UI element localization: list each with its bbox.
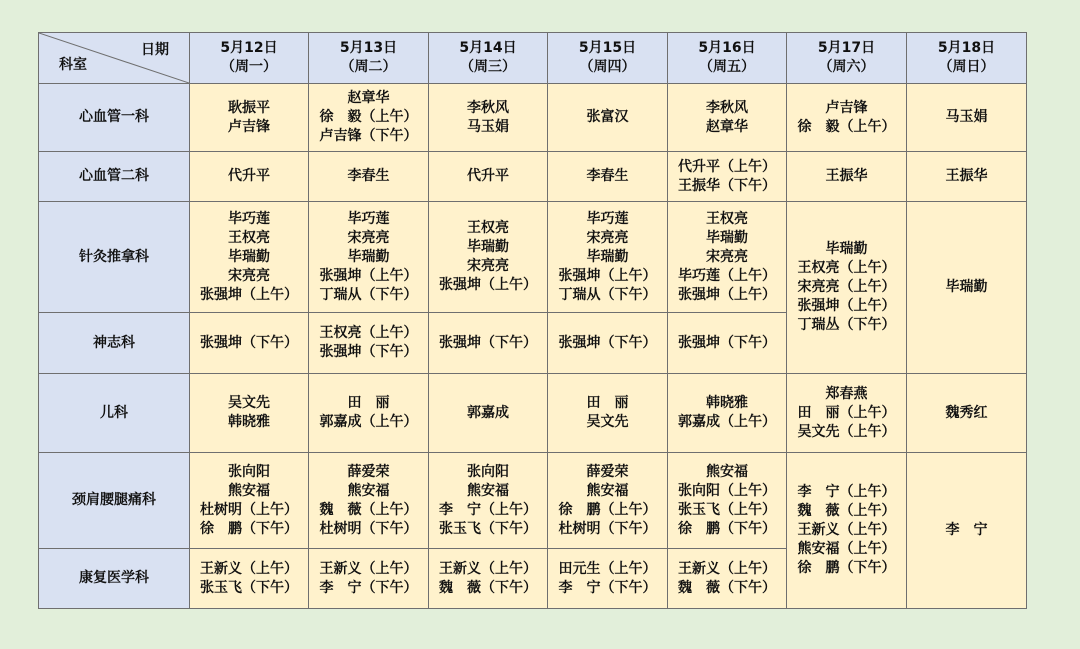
schedule-cell	[429, 84, 548, 152]
staff-entry: 李秋风	[467, 99, 509, 116]
day-weekday: （周三）	[460, 59, 516, 75]
staff-list	[678, 334, 776, 353]
schedule-cell	[190, 453, 309, 549]
staff-entry: 张强坤（上午）	[797, 298, 896, 314]
staff-entry: 宋亮亮	[706, 248, 748, 265]
day-header	[429, 33, 548, 84]
staff-entry: 张强坤（下午）	[439, 334, 537, 351]
staff-list	[559, 334, 657, 353]
staff-list	[439, 463, 537, 539]
staff-entry: 毕巧莲	[347, 210, 390, 227]
staff-entry: 郑春燕	[825, 385, 868, 402]
schedule-cell	[787, 152, 907, 202]
schedule-cell	[548, 152, 668, 202]
staff-list	[826, 167, 868, 186]
schedule-cell	[548, 313, 668, 374]
staff-entry: 王新义（上午）	[319, 560, 418, 577]
schedule-cell	[429, 152, 548, 202]
schedule-cell	[190, 549, 309, 609]
staff-list	[320, 394, 418, 432]
corner-header-cell	[39, 33, 190, 84]
staff-list	[559, 210, 657, 305]
schedule-cell	[190, 313, 309, 374]
staff-entry: 丁瑞丛（下午）	[797, 317, 896, 333]
staff-entry: 代升平	[228, 168, 270, 184]
staff-list	[200, 560, 298, 598]
staff-entry: 田 丽	[586, 395, 629, 411]
dept-name: 心血管一科	[39, 84, 190, 152]
staff-entry: 王振华	[825, 168, 868, 184]
staff-entry: 韩晓雅	[706, 395, 748, 411]
staff-entry: 张强坤（上午）	[678, 286, 776, 303]
staff-entry: 毕瑞勤	[706, 229, 748, 246]
staff-entry: 田元生（上午）	[558, 560, 657, 577]
staff-entry: 吴文先	[586, 414, 629, 430]
staff-entry: 王新义（上午）	[439, 560, 537, 577]
schedule-cell	[668, 84, 787, 152]
staff-entry: 王新义（上午）	[200, 560, 298, 577]
dept-name: 康复医学科	[39, 549, 190, 609]
staff-entry: 毕瑞勤	[347, 248, 390, 265]
schedule-cell	[668, 374, 787, 453]
schedule-cell	[548, 453, 668, 549]
staff-list	[587, 167, 629, 186]
staff-entry: 魏 薇（下午）	[678, 579, 776, 596]
header-row	[39, 33, 1027, 84]
staff-list	[946, 521, 988, 540]
staff-entry: 徐 鹏（下午）	[797, 560, 896, 576]
schedule-cell	[190, 84, 309, 152]
staff-list	[706, 99, 748, 137]
schedule-cell	[309, 453, 429, 549]
staff-entry: 王权亮	[467, 220, 509, 236]
staff-entry: 张强坤（下午）	[558, 334, 657, 351]
staff-list	[798, 240, 896, 335]
staff-list	[439, 334, 537, 353]
staff-entry: 李春生	[586, 168, 629, 184]
staff-entry: 田 丽	[347, 395, 390, 411]
dept-name: 针灸推拿科	[39, 202, 190, 313]
staff-entry: 张强坤（上午）	[558, 267, 657, 284]
staff-entry: 王权亮	[228, 229, 270, 246]
staff-list	[228, 99, 270, 137]
staff-entry: 丁瑞从（下午）	[558, 286, 657, 303]
staff-list	[946, 167, 988, 186]
staff-entry: 薛爱荣	[347, 463, 390, 480]
staff-entry: 张玉飞（下午）	[439, 520, 537, 537]
staff-entry: 杜树明（上午）	[200, 501, 298, 518]
staff-entry: 毕瑞勤	[228, 248, 270, 265]
schedule-cell	[190, 152, 309, 202]
staff-entry: 韩晓雅	[228, 414, 270, 430]
schedule-cell	[309, 313, 429, 374]
schedule-cell	[668, 152, 787, 202]
staff-entry: 耿振平	[228, 99, 270, 116]
staff-entry: 王权亮	[706, 210, 748, 227]
schedule-cell	[429, 549, 548, 609]
day-header	[907, 33, 1027, 84]
schedule-cell-merged	[907, 453, 1027, 609]
staff-entry: 郭嘉成（上午）	[319, 414, 418, 430]
staff-entry: 张富汉	[586, 109, 629, 125]
staff-entry: 毕瑞勤	[825, 241, 868, 257]
schedule-cell	[429, 202, 548, 313]
staff-entry: 张强坤（上午）	[319, 267, 418, 284]
schedule-cell	[907, 152, 1027, 202]
staff-list	[439, 560, 537, 598]
staff-list	[678, 463, 776, 539]
staff-entry: 张向阳（上午）	[678, 482, 776, 499]
staff-list	[467, 404, 509, 423]
schedule-cell	[429, 313, 548, 374]
staff-list	[320, 89, 418, 146]
schedule-cell	[429, 374, 548, 453]
day-header	[787, 33, 907, 84]
staff-entry: 魏 薇（下午）	[439, 579, 537, 596]
staff-list	[587, 394, 629, 432]
corner-dept-label: 科室	[59, 57, 87, 73]
day-header	[548, 33, 668, 84]
staff-entry: 毕瑞勤	[945, 279, 988, 295]
staff-entry: 马玉娟	[467, 118, 509, 135]
staff-list	[439, 219, 537, 295]
staff-entry: 张强坤（下午）	[319, 344, 418, 360]
staff-entry: 卢吉锋（下午）	[319, 128, 418, 144]
staff-entry: 熊安福	[586, 482, 629, 499]
schedule-cell-merged	[787, 202, 907, 374]
day-date: 5月14日	[459, 40, 517, 56]
schedule-cell	[309, 84, 429, 152]
staff-entry: 郭嘉成	[467, 404, 509, 421]
staff-list	[200, 334, 298, 353]
staff-list	[946, 108, 988, 127]
staff-entry: 王新义（上午）	[678, 560, 776, 577]
duty-schedule-table	[38, 32, 1027, 609]
staff-entry: 杜树明（下午）	[319, 520, 418, 537]
staff-list	[678, 210, 776, 305]
staff-entry: 吴文先	[228, 395, 270, 411]
staff-entry: 魏秀红	[945, 404, 988, 421]
staff-entry: 张向阳	[228, 463, 270, 480]
staff-list	[200, 463, 298, 539]
day-header	[668, 33, 787, 84]
dept-row	[39, 374, 1027, 453]
staff-entry: 王振华	[945, 168, 988, 184]
staff-entry: 熊安福	[706, 463, 748, 480]
staff-list	[320, 324, 418, 362]
staff-list	[798, 483, 896, 578]
day-weekday: （周六）	[818, 59, 875, 75]
staff-list	[559, 463, 657, 539]
schedule-cell	[668, 453, 787, 549]
staff-list	[946, 278, 988, 297]
staff-list	[587, 108, 629, 127]
staff-entry: 张向阳	[467, 463, 509, 480]
day-date: 5月17日	[817, 40, 876, 56]
schedule-cell	[907, 84, 1027, 152]
schedule-cell	[190, 202, 309, 313]
staff-list	[320, 210, 418, 305]
staff-list	[348, 167, 390, 186]
staff-entry: 代升平（上午）	[678, 158, 776, 175]
staff-entry: 徐 毅（上午）	[797, 118, 896, 135]
staff-entry: 杜树明（下午）	[558, 520, 657, 537]
schedule-cell	[548, 84, 668, 152]
staff-entry: 张玉飞（下午）	[200, 579, 298, 596]
schedule-cell-merged	[787, 453, 907, 609]
staff-entry: 毕瑞勤	[586, 248, 629, 265]
staff-entry: 熊安福	[467, 482, 509, 499]
day-date: 5月13日	[339, 40, 398, 56]
schedule-cell	[190, 374, 309, 453]
staff-entry: 毕巧莲	[228, 210, 270, 227]
staff-entry: 代升平	[467, 168, 509, 184]
schedule-cell	[309, 152, 429, 202]
dept-name: 心血管二科	[39, 152, 190, 202]
dept-row	[39, 202, 1027, 313]
staff-entry: 张强坤（上午）	[200, 286, 298, 303]
staff-list	[228, 167, 270, 186]
staff-entry: 李 宁（下午）	[558, 579, 657, 596]
staff-entry: 熊安福	[228, 482, 270, 499]
staff-list	[228, 394, 270, 432]
day-weekday: （周二）	[340, 59, 397, 75]
staff-entry: 熊安福（上午）	[797, 541, 896, 557]
staff-list	[320, 560, 418, 598]
day-weekday: （周一）	[221, 59, 277, 75]
staff-list	[200, 210, 298, 305]
schedule-cell	[309, 202, 429, 313]
staff-entry: 毕瑞勤	[467, 239, 509, 255]
dept-row	[39, 453, 1027, 549]
staff-entry: 王振华（下午）	[678, 177, 776, 194]
staff-entry: 赵章华	[706, 118, 748, 135]
dept-row	[39, 152, 1027, 202]
staff-entry: 李秋风	[706, 99, 748, 116]
staff-entry: 李春生	[347, 168, 390, 184]
staff-entry: 薛爱荣	[586, 463, 629, 480]
staff-entry: 吴文先（上午）	[797, 423, 896, 440]
day-weekday: （周四）	[579, 59, 636, 75]
day-date: 5月15日	[578, 40, 637, 56]
schedule-cell	[548, 202, 668, 313]
staff-entry: 赵章华	[347, 90, 390, 106]
staff-entry: 魏 薇（上午）	[319, 501, 418, 518]
staff-list	[678, 560, 776, 598]
day-date: 5月18日	[937, 40, 996, 56]
day-date: 5月12日	[220, 40, 278, 56]
staff-entry: 王新义（上午）	[797, 522, 896, 538]
staff-list	[946, 404, 988, 423]
staff-entry: 魏 薇（上午）	[797, 503, 896, 519]
staff-entry: 王权亮（上午）	[797, 260, 896, 276]
staff-entry: 毕巧莲（上午）	[678, 267, 776, 284]
staff-entry: 徐 鹏（下午）	[200, 520, 298, 537]
day-weekday: （周五）	[699, 59, 755, 75]
staff-list	[798, 385, 896, 442]
schedule-cell	[309, 374, 429, 453]
staff-entry: 熊安福	[347, 482, 390, 499]
staff-entry: 徐 鹏（下午）	[678, 520, 776, 537]
dept-name: 神志科	[39, 313, 190, 374]
staff-entry: 徐 鹏（上午）	[558, 501, 657, 518]
dept-name: 颈肩腰腿痛科	[39, 453, 190, 549]
staff-entry: 张强坤（下午）	[200, 334, 298, 351]
staff-entry: 卢吉锋	[228, 118, 270, 135]
schedule-cell	[668, 202, 787, 313]
dept-row	[39, 84, 1027, 152]
schedule-cell	[429, 453, 548, 549]
staff-entry: 王权亮（上午）	[319, 325, 418, 341]
staff-entry: 毕巧莲	[586, 210, 629, 227]
staff-entry: 李 宁	[945, 522, 988, 538]
staff-list	[678, 394, 776, 432]
staff-entry: 宋亮亮	[347, 229, 390, 246]
staff-list	[320, 463, 418, 539]
staff-entry: 郭嘉成（上午）	[678, 414, 776, 430]
staff-entry: 张玉飞（上午）	[678, 501, 776, 518]
staff-entry: 李 宁（下午）	[319, 579, 418, 596]
schedule-cell	[548, 549, 668, 609]
staff-entry: 田 丽（上午）	[797, 404, 896, 421]
staff-entry: 宋亮亮	[586, 229, 629, 246]
staff-list	[467, 167, 509, 186]
staff-entry: 宋亮亮（上午）	[797, 279, 896, 295]
schedule-cell-merged	[907, 202, 1027, 374]
day-header	[190, 33, 309, 84]
schedule-cell	[309, 549, 429, 609]
staff-entry: 徐 毅（上午）	[319, 109, 418, 125]
staff-list	[798, 99, 896, 137]
corner-date-label: 日期	[141, 42, 169, 58]
staff-entry: 丁瑞从（下午）	[319, 286, 418, 303]
schedule-cell	[787, 374, 907, 453]
day-header	[309, 33, 429, 84]
schedule-cell	[668, 549, 787, 609]
staff-entry: 张强坤（下午）	[678, 334, 776, 351]
schedule-cell	[787, 84, 907, 152]
staff-entry: 宋亮亮	[228, 267, 270, 284]
schedule-cell	[668, 313, 787, 374]
schedule-cell	[907, 374, 1027, 453]
staff-entry: 马玉娟	[945, 109, 988, 125]
dept-name: 儿科	[39, 374, 190, 453]
schedule-cell	[548, 374, 668, 453]
staff-entry: 宋亮亮	[467, 258, 509, 274]
staff-entry: 张强坤（上午）	[439, 277, 537, 293]
staff-entry: 卢吉锋	[825, 99, 868, 116]
staff-list	[467, 99, 509, 137]
day-weekday: （周日）	[938, 59, 995, 75]
staff-entry: 李 宁（上午）	[439, 501, 537, 518]
staff-list	[559, 560, 657, 598]
staff-entry: 李 宁（上午）	[797, 484, 896, 500]
staff-list	[678, 158, 776, 196]
day-date: 5月16日	[698, 40, 756, 56]
